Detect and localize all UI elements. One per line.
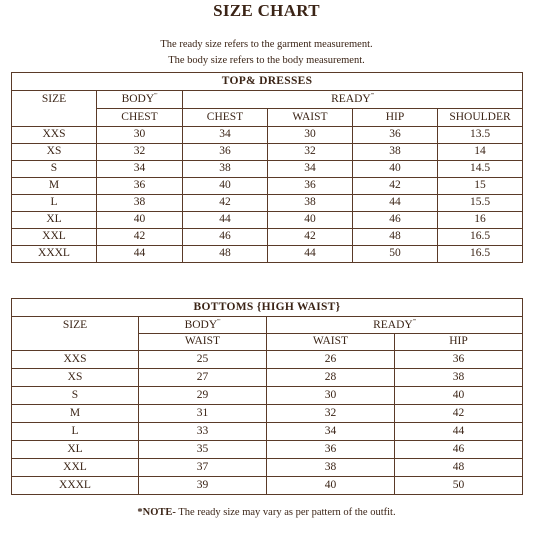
value-cell: 34 — [183, 127, 268, 144]
tops-col-ready-chest: CHEST — [183, 109, 268, 127]
tops-col-ready-shoulder: SHOULDER — [438, 109, 523, 127]
table-row — [12, 144, 523, 161]
table-row — [12, 178, 523, 195]
value-cell: 46 — [353, 212, 438, 229]
value-cell: 44 — [97, 246, 183, 263]
size-cell: XXL — [12, 459, 139, 477]
tops-dresses-table — [11, 72, 523, 263]
table-row — [12, 369, 523, 387]
value-cell: 42 — [97, 229, 183, 246]
value-cell: 44 — [353, 195, 438, 212]
value-cell: 38 — [395, 369, 523, 387]
value-cell: 44 — [395, 423, 523, 441]
value-cell: 46 — [395, 441, 523, 459]
bottoms-col-ready-hip: HIP — [395, 334, 523, 351]
bottoms-body-group-header: BODY''' — [139, 317, 267, 334]
value-cell: 30 — [268, 127, 353, 144]
size-cell: XL — [12, 441, 139, 459]
size-cell: S — [12, 387, 139, 405]
value-cell: 36 — [268, 178, 353, 195]
value-cell: 37 — [139, 459, 267, 477]
value-cell: 50 — [395, 477, 523, 495]
value-cell: 36 — [183, 144, 268, 161]
size-cell: XXS — [12, 127, 97, 144]
value-cell: 48 — [353, 229, 438, 246]
bottoms-table — [11, 298, 523, 495]
value-cell: 34 — [97, 161, 183, 178]
table-row — [12, 127, 523, 144]
value-cell: 48 — [183, 246, 268, 263]
value-cell: 40 — [268, 212, 353, 229]
table-row — [12, 459, 523, 477]
size-cell: XXXL — [12, 246, 97, 263]
value-cell: 36 — [353, 127, 438, 144]
value-cell: 28 — [267, 369, 395, 387]
value-cell: 42 — [395, 405, 523, 423]
table-row — [12, 441, 523, 459]
value-cell: 32 — [267, 405, 395, 423]
table-row — [12, 351, 523, 369]
value-cell: 33 — [139, 423, 267, 441]
value-cell: 14 — [438, 144, 523, 161]
value-cell: 40 — [267, 477, 395, 495]
size-cell: XL — [12, 212, 97, 229]
bottoms-col-ready-waist: WAIST — [267, 334, 395, 351]
value-cell: 32 — [97, 144, 183, 161]
bottoms-size-header: SIZE — [12, 317, 139, 351]
size-cell: XXS — [12, 351, 139, 369]
tops-col-ready-waist: WAIST — [268, 109, 353, 127]
value-cell: 40 — [97, 212, 183, 229]
value-cell: 16.5 — [438, 246, 523, 263]
size-cell: XS — [12, 144, 97, 161]
value-cell: 30 — [97, 127, 183, 144]
tops-col-ready-hip: HIP — [353, 109, 438, 127]
value-cell: 38 — [353, 144, 438, 161]
value-cell: 36 — [97, 178, 183, 195]
value-cell: 14.5 — [438, 161, 523, 178]
value-cell: 15.5 — [438, 195, 523, 212]
value-cell: 42 — [183, 195, 268, 212]
size-cell: S — [12, 161, 97, 178]
value-cell: 27 — [139, 369, 267, 387]
tops-body-group-header: BODY''' — [97, 91, 183, 109]
value-cell: 35 — [139, 441, 267, 459]
size-cell: M — [12, 405, 139, 423]
table-row — [12, 212, 523, 229]
tops-ready-group-header: READY''' — [183, 91, 523, 109]
value-cell: 34 — [268, 161, 353, 178]
body-size-note: The body size refers to the body measurement. — [168, 55, 365, 66]
value-cell: 29 — [139, 387, 267, 405]
value-cell: 16.5 — [438, 229, 523, 246]
value-cell: 36 — [395, 351, 523, 369]
ready-size-note: The ready size refers to the garment measurement. — [160, 39, 373, 50]
value-cell: 34 — [267, 423, 395, 441]
table-row — [12, 405, 523, 423]
page-title: SIZE CHART — [213, 1, 320, 20]
table-row — [12, 423, 523, 441]
bottoms-ready-group-header: READY''' — [267, 317, 523, 334]
size-cell: XS — [12, 369, 139, 387]
table-row — [12, 477, 523, 495]
value-cell: 40 — [395, 387, 523, 405]
bottoms-section-title: BOTTOMS {HIGH WAIST} — [12, 299, 523, 317]
size-cell: XXL — [12, 229, 97, 246]
value-cell: 16 — [438, 212, 523, 229]
value-cell: 39 — [139, 477, 267, 495]
value-cell: 44 — [183, 212, 268, 229]
value-cell: 30 — [267, 387, 395, 405]
size-cell: L — [12, 195, 97, 212]
value-cell: 48 — [395, 459, 523, 477]
value-cell: 25 — [139, 351, 267, 369]
value-cell: 36 — [267, 441, 395, 459]
value-cell: 44 — [268, 246, 353, 263]
table-row — [12, 161, 523, 178]
bottoms-col-body-waist: WAIST — [139, 334, 267, 351]
value-cell: 38 — [268, 195, 353, 212]
value-cell: 50 — [353, 246, 438, 263]
table-row — [12, 387, 523, 405]
value-cell: 42 — [353, 178, 438, 195]
value-cell: 38 — [183, 161, 268, 178]
size-cell: XXXL — [12, 477, 139, 495]
value-cell: 13.5 — [438, 127, 523, 144]
value-cell: 42 — [268, 229, 353, 246]
tops-col-body-chest: CHEST — [97, 109, 183, 127]
size-cell: M — [12, 178, 97, 195]
size-cell: L — [12, 423, 139, 441]
value-cell: 46 — [183, 229, 268, 246]
footnote-text: The ready size may vary as per pattern of the outfit. — [175, 507, 396, 518]
value-cell: 38 — [267, 459, 395, 477]
value-cell: 40 — [183, 178, 268, 195]
value-cell: 40 — [353, 161, 438, 178]
value-cell: 15 — [438, 178, 523, 195]
value-cell: 31 — [139, 405, 267, 423]
table-row — [12, 246, 523, 263]
tops-section-title: TOP& DRESSES — [12, 73, 523, 91]
table-row — [12, 195, 523, 212]
table-row — [12, 229, 523, 246]
value-cell: 38 — [97, 195, 183, 212]
value-cell: 32 — [268, 144, 353, 161]
footnote-label: *NOTE- — [137, 507, 176, 518]
tops-size-header: SIZE — [12, 91, 97, 127]
footnote — [0, 507, 533, 518]
value-cell: 26 — [267, 351, 395, 369]
